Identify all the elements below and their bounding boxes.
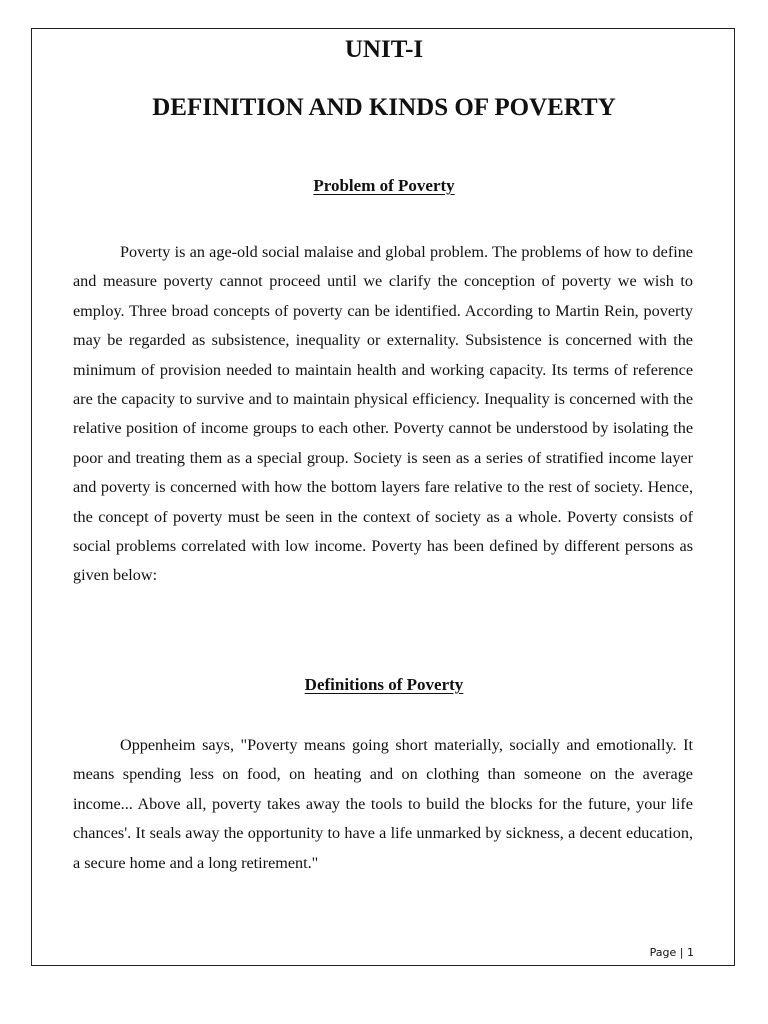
page-number: Page | 1	[649, 946, 694, 959]
unit-title: UNIT-I	[344, 36, 424, 63]
chapter-title: DEFINITION AND KINDS OF POVERTY	[152, 94, 616, 121]
paragraph-problem-of-poverty: Poverty is an age-old social malaise and global problem. The problems of how to define and measure poverty cannot proceed until we clarify the conception of poverty we wish to employ. Three broad concepts of poverty can be identified. According to Martin Rein, poverty may be regarded as subsistence, inequality or externality. Subsistence is concerned with the minimum of provision needed to maintain health and working capacity. Its terms of reference are the capacity to survive and to maintain physical efficiency. Inequality is concerned with the relative position of income groups to each other. Poverty cannot be understood by isolating the poor and treating them as a special group. Society is seen as a series of stratified income layer and poverty is concerned with how the bottom layers fare relative to the rest of society. Hence, the concept of poverty must be seen in the context of society as a whole. Poverty consists of social problems correlated with low income. Poverty has been defined by different persons as given below:	[73, 243, 693, 585]
paragraph-oppenheim-definition: Oppenheim says, "Poverty means going short materially, socially and emotionally. It means spending less on food, on heating and on clothing than someone on the average income... Above all, poverty takes away the tools to build the blocks for the future, your life chances'. It seals away the opportunity to have a life unmarked by sickness, a decent education, a secure home and a long retirement."	[73, 736, 693, 872]
section-heading-problem-of-poverty: Problem of Poverty	[313, 176, 455, 195]
section-heading-definitions-of-poverty: Definitions of Poverty	[304, 675, 464, 694]
